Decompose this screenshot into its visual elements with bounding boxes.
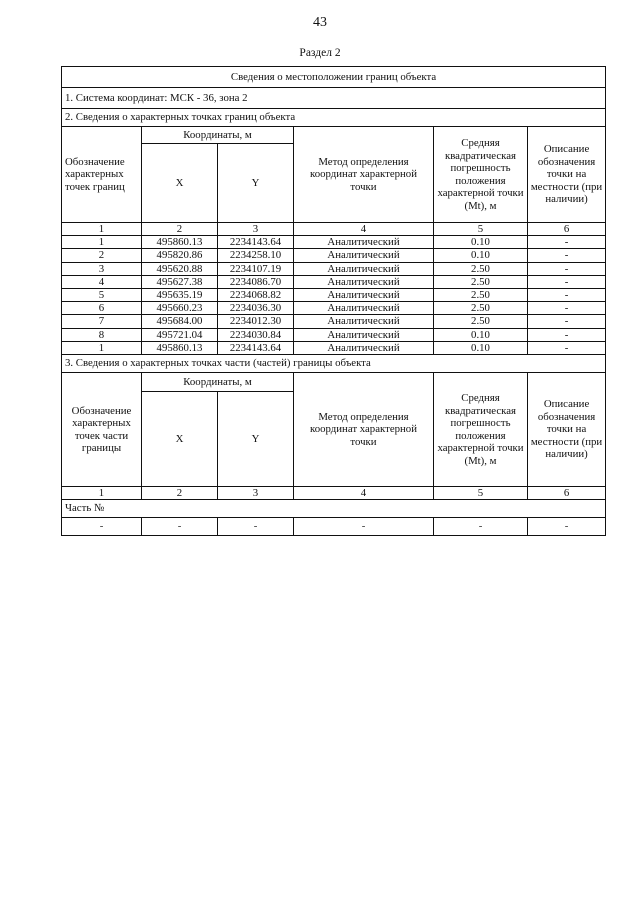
point-id-cell: 4 [62,275,142,288]
description-cell: - [528,328,606,341]
point-id-cell: 2 [62,249,142,262]
error-cell: 0.10 [434,236,528,249]
header-error: Средняя квадратическая погрешность положения характерной точки (Mt), м [434,127,528,223]
method-cell: Аналитический [294,275,434,288]
point-id-cell: 7 [62,315,142,328]
part-empty-row [62,518,606,536]
coordinate-system-row [62,88,606,109]
header-x: X [142,392,218,487]
section2-title-row [62,109,606,127]
coord-x-cell: 495820.86 [142,249,218,262]
coord-y-cell: 2234258.10 [218,249,294,262]
table-cell: - [434,518,528,536]
header-y: Y [218,392,294,487]
point-id-cell: 1 [62,236,142,249]
table-cell: - [62,518,142,536]
table-row [62,262,606,275]
table-title: Сведения о местоположении границ объекта [62,67,606,88]
point-id-cell: 5 [62,289,142,302]
header-description: Описание обозначения точки на местности (при наличии) [528,127,606,223]
coord-y-cell: 2234143.64 [218,236,294,249]
section2-numbers-row [62,223,606,236]
header-coords: Координаты, м [142,127,294,144]
section3-body [62,355,606,536]
table-title-row [62,67,606,88]
coord-x-cell: 495660.23 [142,302,218,315]
coord-y-cell: 2234086.70 [218,275,294,288]
header-method: Метод определения координат характерной точки [294,127,434,223]
error-cell: 2.50 [434,302,528,315]
column-number: 2 [142,223,218,236]
error-cell: 0.10 [434,341,528,354]
column-number: 3 [218,223,294,236]
coord-y-cell: 2234036.30 [218,302,294,315]
column-number: 1 [62,487,142,500]
method-cell: Аналитический [294,236,434,249]
table-row [62,249,606,262]
header-description: Описание обозначения точки на местности (при наличии) [528,373,606,487]
error-cell: 0.10 [434,249,528,262]
table-cell: - [294,518,434,536]
coord-x-cell: 495627.38 [142,275,218,288]
method-cell: Аналитический [294,341,434,354]
error-cell: 2.50 [434,289,528,302]
table-row [62,275,606,288]
coord-y-cell: 2234143.64 [218,341,294,354]
method-cell: Аналитический [294,289,434,302]
boundaries-table [61,66,606,536]
description-cell: - [528,249,606,262]
point-id-cell: 3 [62,262,142,275]
description-cell: - [528,236,606,249]
column-number: 1 [62,223,142,236]
error-cell: 0.10 [434,328,528,341]
error-cell: 2.50 [434,275,528,288]
table-row [62,302,606,315]
description-cell: - [528,341,606,354]
method-cell: Аналитический [294,315,434,328]
header-method: Метод определения координат характерной точки [294,373,434,487]
coord-x-cell: 495635.19 [142,289,218,302]
point-id-cell: 8 [62,328,142,341]
table-cell: - [142,518,218,536]
column-number: 6 [528,487,606,500]
section3-title: 3. Сведения о характерных точках части (частей) границы объекта [62,355,606,373]
column-number: 4 [294,487,434,500]
part-label: Часть № [62,500,606,518]
method-cell: Аналитический [294,328,434,341]
coord-x-cell: 495860.13 [142,236,218,249]
error-cell: 2.50 [434,315,528,328]
header-point: Обозначение характерных точек границ [62,127,142,223]
table-row [62,315,606,328]
coord-x-cell: 495721.04 [142,328,218,341]
header-x: X [142,144,218,223]
description-cell: - [528,302,606,315]
section2-title: 2. Сведения о характерных точках границ объекта [62,109,606,127]
method-cell: Аналитический [294,262,434,275]
page-number: 43 [313,15,327,30]
coord-x-cell: 495684.00 [142,315,218,328]
column-number: 4 [294,223,434,236]
error-cell: 2.50 [434,262,528,275]
column-number: 5 [434,223,528,236]
table-row [62,289,606,302]
section3-numbers-row [62,487,606,500]
column-number: 6 [528,223,606,236]
table-row [62,236,606,249]
column-number: 3 [218,487,294,500]
header-error: Средняя квадратическая погрешность положения характерной точки (Mt), м [434,373,528,487]
section2-header-row-1 [62,127,606,144]
part-row [62,500,606,518]
coord-x-cell: 495620.88 [142,262,218,275]
coord-x-cell: 495860.13 [142,341,218,354]
points-list [62,236,606,355]
method-cell: Аналитический [294,302,434,315]
section-label: Раздел 2 [299,47,341,59]
description-cell: - [528,315,606,328]
column-number: 5 [434,487,528,500]
method-cell: Аналитический [294,249,434,262]
coord-y-cell: 2234030.84 [218,328,294,341]
coord-y-cell: 2234107.19 [218,262,294,275]
table-cell: - [218,518,294,536]
description-cell: - [528,275,606,288]
header-point: Обозначение характерных точек части границы [62,373,142,487]
header-y: Y [218,144,294,223]
coordinate-system: 1. Система координат: МСК - 36, зона 2 [62,88,606,109]
table-row [62,341,606,354]
description-cell: - [528,262,606,275]
section3-header-row-1 [62,373,606,392]
section2-body [62,67,606,236]
section3-title-row [62,355,606,373]
coord-y-cell: 2234012.30 [218,315,294,328]
table-row [62,328,606,341]
column-number: 2 [142,487,218,500]
point-id-cell: 1 [62,341,142,354]
header-coords: Координаты, м [142,373,294,392]
table-cell: - [528,518,606,536]
description-cell: - [528,289,606,302]
coord-y-cell: 2234068.82 [218,289,294,302]
point-id-cell: 6 [62,302,142,315]
